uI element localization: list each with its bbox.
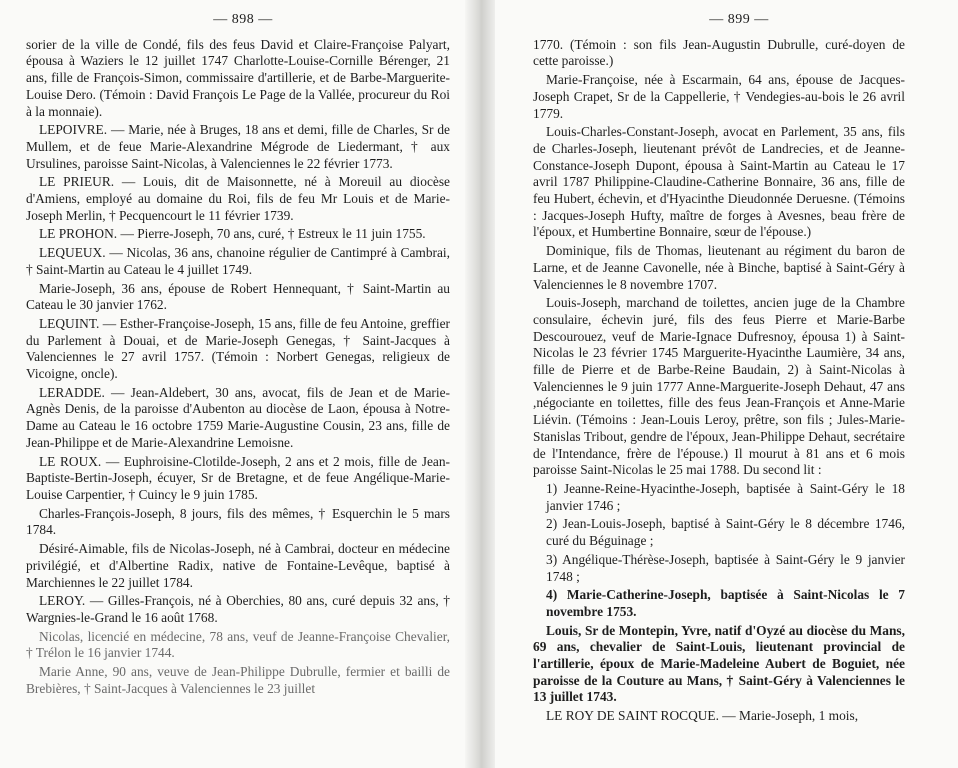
entry-text: Louis-Charles-Constant-Joseph, avocat en Parlement, 35 ans, fils de Charles-Joseph, lieutenant prévôt de Landrecies, et de Jeanne-Constance-Joseph Dupont, épousa à Saint-Martin au Cateau le 17 avril 1787 Philippine-Claudine-Catherine Bonnaire, 36 ans, fille de feu Hubert, échevin, et d'Hyacinthe Dieudonnée Deruesne. (Témoins : Jacques-Joseph Hufty, maître de forges à Avesnes, beau frère de l'époux, et Humbertine Bonnaire, sœur de l'épouse.): [533, 124, 905, 240]
page-number: — 898 —: [213, 12, 273, 27]
entry-text: LE ROUX. — Euphroisine-Clotilde-Joseph, 2 ans et 2 mois, fille de Jean-Baptiste-Bertin-Joseph, écuyer, Sr de Bretagne, et de feue Angélique-Marie-Louise Carpentier, † Cuincy le 9 juin 1785.: [26, 453, 450, 502]
entry-text: Marie-Joseph, 36 ans, épouse de Robert Hennequant, † Saint-Martin au Cateau le 30 janvier 1762.: [26, 280, 450, 313]
entry-text: LE PRIEUR. — Louis, dit de Maisonnette, né à Moreuil au diocèse d'Amiens, employé au domaine du Roi, fils de feu Mr Louis et de Marie-Joseph Merlin, † Pecquencourt le 11 février 1739.: [26, 174, 450, 223]
entry-text: Dominique, fils de Thomas, lieutenant au régiment du baron de Larne, et de Jeanne Cavonelle, née à Binche, baptisé à Saint-Géry à Valenciennes le 8 novembre 1707.: [533, 243, 905, 292]
entry-text: LEPOIVRE. — Marie, née à Bruges, 18 ans et demi, fille de Charles, Sr de Mullem, et de feue Marie-Alexandrine Mégrode de Liedermant, † aux Ursulines, paroisse Saint-Nicolas, à Valenciennes le 22 février 1773.: [26, 122, 450, 171]
entry-text: Marie Anne, 90 ans, veuve de Jean-Philippe Dubrulle, fermier et bailli de Brebières, † Saint-Jacques à Valenciennes le 23 juillet: [26, 664, 450, 696]
list-item: 4) Marie-Catherine-Joseph, baptisée à Saint-Nicolas le 7 novembre 1753.: [546, 587, 905, 619]
book-gutter: [465, 0, 495, 768]
entry-text: Nicolas, licencié en médecine, 78 ans, veuf de Jeanne-Françoise Chevalier, † Trélon le 16 janvier 1744.: [26, 628, 450, 661]
left-page: [26, 12, 450, 699]
entry-text: Charles-François-Joseph, 8 jours, fils des mêmes, † Esquerchin le 5 mars 1784.: [26, 505, 450, 538]
page-number: — 899 —: [709, 12, 769, 27]
entry-text: 1770. (Témoin : son fils Jean-Augustin Dubrulle, curé-doyen de cette paroisse.): [533, 36, 905, 69]
entry-text: LE PROHON. — Pierre-Joseph, 70 ans, curé, † Estreux le 11 juin 1755.: [39, 226, 426, 242]
entry-text: LEQUINT. — Esther-Françoise-Joseph, 15 ans, fille de feu Antoine, greffier du Parlement à Douai, et de Marie-Joseph Genegas, † Saint-Jacques à Valenciennes le 27 avril 1757. (Témoin : Norbert Genegas, religieux de Vicoigne, oncle).: [26, 315, 450, 382]
entry-text: sorier de la ville de Condé, fils des feus David et Claire-Françoise Palyart, épousa à Waziers le 12 juillet 1747 Charlotte-Louise-Cornille Bérenger, 21 ans, fille de François-Simon, commissaire d'artillerie, et de Barbe-Marguerite-Louise Dero. (Témoin : David François Le Page de la Vallée, procureur du Roi à la monnaie).: [26, 36, 450, 119]
entry-text: Désiré-Aimable, fils de Nicolas-Joseph, né à Cambrai, docteur en médecine privilégié, et d'Albertine Radix, native de Fontaine-Levêque, baptisé à Marchiennes le 22 juillet 1784.: [26, 541, 450, 590]
entry-text: LERADDE. — Jean-Aldebert, 30 ans, avocat, fils de Jean et de Marie-Agnès Denis, de la paroisse d'Aubenton au diocèse de Laon, épousa à Notre-Dame au Cateau le 16 octobre 1759 Marie-Augustine Cousin, 23 ans, fille de Jean-Philippe et de Marie-Alexandrine Lemoisne.: [26, 384, 450, 450]
entry-text: Louis-Joseph, marchand de toilettes, ancien juge de la Chambre consulaire, échevin juré, fils des feus Pierre et Marie-Barbe Descourouez, veuf de Marie-Ignace Dufresnoy, épousa 1) à Saint-Nicolas le 23 février 1745 Marguerite-Hyacinthe Laumière, 34 ans, fille de Pierre et de Barbe-Reine Baudain, 2) à Saint-Nicolas à Valenciennes le 9 juin 1777 Anne-Marguerite-Joseph Dehaut, 47 ans ,négociante en toilettes, fille des feus Jean-François et Anne-Marie Liévin. (Témoins : Jean-Louis Leroy, prêtre, son fils ; Jules-Marie-Stanislas Tribout, gendre de l'époux, Jean-Philippe Dehaut, secrétaire de l'Intendance, frère de l'épouse.) Il mourut à 81 ans et 6 mois paroisse Saint-Nicolas le 25 mai 1788. Du second lit :: [533, 295, 905, 478]
list-item: 3) Angélique-Thérèse-Joseph, baptisée à Saint-Géry le 9 janvier 1748 ;: [546, 551, 905, 584]
list-item: 2) Jean-Louis-Joseph, baptisé à Saint-Géry le 8 décembre 1746, curé du Béguinage ;: [546, 516, 905, 549]
entry-text: LEQUEUX. — Nicolas, 36 ans, chanoine régulier de Cantimpré à Cambrai, † Saint-Martin au Cateau le 4 juillet 1749.: [26, 245, 450, 277]
list-item: 1) Jeanne-Reine-Hyacinthe-Joseph, baptisée à Saint-Géry le 18 janvier 1746 ;: [546, 480, 905, 513]
entry-text: LEROY. — Gilles-François, né à Oberchies, 80 ans, curé depuis 32 ans, † Wargnies-le-Grand le 16 août 1768.: [26, 593, 450, 625]
right-page: [533, 12, 905, 727]
entry-text: Marie-Françoise, née à Escarmain, 64 ans, épouse de Jacques-Joseph Crapet, Sr de la Cappellerie, † Vendegies-au-bois le 26 avril 1779.: [533, 72, 905, 121]
entry-text: LE ROY DE SAINT ROCQUE. — Marie-Joseph, 1 mois,: [546, 708, 859, 724]
entry-text: Louis, Sr de Montepin, Yvre, natif d'Oyzé au diocèse du Mans, 69 ans, chevalier de Saint-Louis, lieutenant provincial de l'artillerie, époux de Marie-Madeleine Aubert de Boguiet, née paroisse de la Couture au Mans, † Saint-Géry à Valenciennes le 13 juillet 1743.: [533, 622, 905, 705]
